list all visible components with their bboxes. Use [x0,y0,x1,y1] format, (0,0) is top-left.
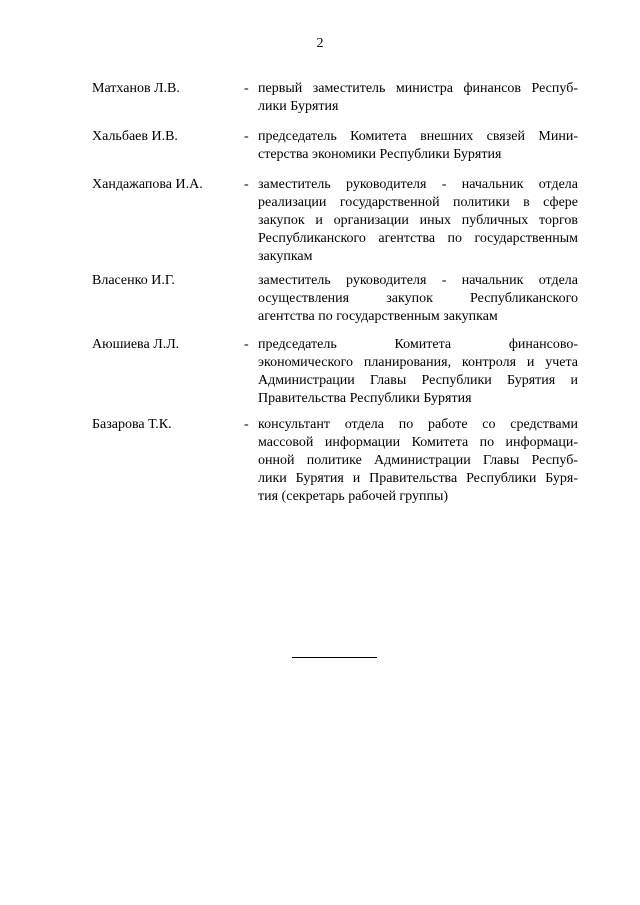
position-line: заместитель руководителя - начальник отдела [258,273,578,288]
member-name: Хальбаев И.В. [92,129,178,144]
position-line: агентства по государственным закупкам [258,309,498,324]
position-line: председатель Комитета финансово- [258,337,578,352]
position-line: стерства экономики Республики Бурятия [258,147,502,162]
position-line: лики Бурятия [258,99,339,114]
position-line: консультант отдела по работе со средствами [258,417,578,432]
position-line: первый заместитель министра финансов Респуб- [258,81,578,96]
member-position [258,80,578,116]
position-line: тия (секретарь рабочей группы) [258,489,449,504]
position-line: заместитель руководителя - начальник отдела [258,177,578,192]
position-line: экономического планирования, контроля и учета [258,355,578,370]
member-dash: - [244,337,249,352]
member-name: Хандажапова И.А. [92,177,203,192]
position-line: онной политике Администрации Главы Респуб- [258,453,578,468]
member-name: Аюшиева Л.Л. [92,337,180,352]
position-line: осуществления закупок Республиканского [258,291,578,306]
member-name: Матханов Л.В. [92,81,180,96]
position-line: закупкам [258,249,313,264]
position-line: закупок и организации иных публичных торгов [258,213,578,228]
member-position [258,176,578,266]
position-line: массовой информации Комитета по информаци- [258,435,578,450]
member-position [258,416,578,506]
position-line: Республиканского агентства по государственным [258,231,578,246]
member-name: Власенко И.Г. [92,273,175,288]
position-line: Администрации Главы Республики Бурятия и [258,373,578,388]
member-position [258,272,578,326]
member-name: Базарова Т.К. [92,417,172,432]
position-line: Правительства Республики Бурятия [258,391,472,406]
member-position [258,336,578,408]
member-dash: - [244,177,249,192]
position-line: лики Бурятия и Правительства Республики Буря- [258,471,578,486]
member-position [258,128,578,164]
page-number: 2 [316,36,324,51]
member-dash: - [244,417,249,432]
member-dash: - [244,129,249,144]
position-line: председатель Комитета внешних связей Мини- [258,129,578,144]
member-dash: - [244,81,249,96]
position-line: реализации государственной политики в сфере [258,195,578,210]
end-separator-line [292,657,377,658]
